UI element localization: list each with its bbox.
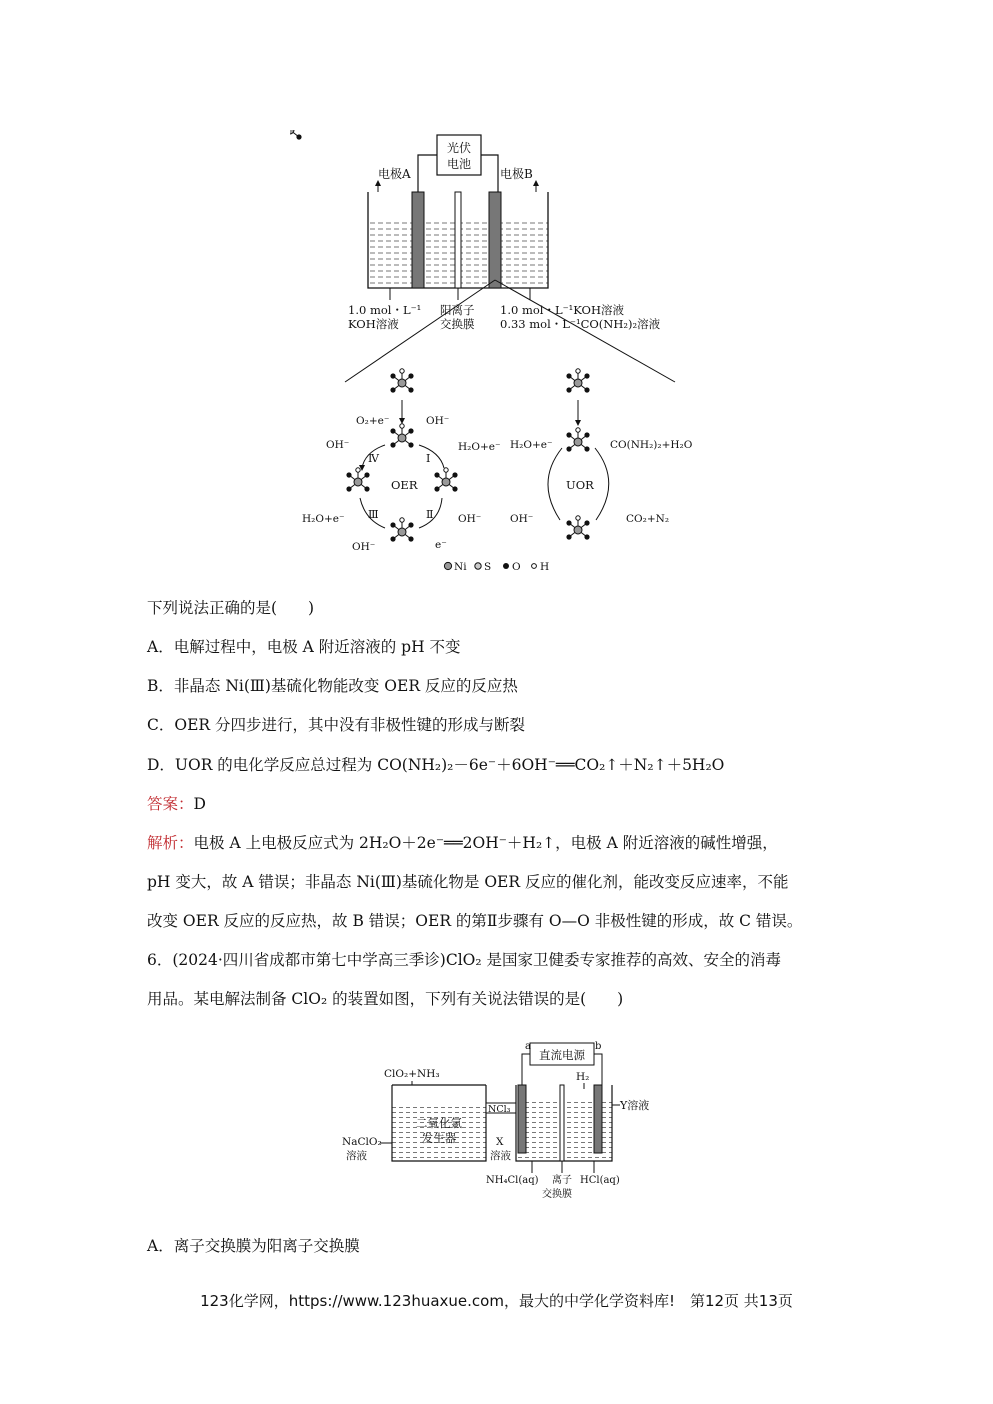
answer-label: 答案：	[147, 795, 194, 813]
q5-analysis-line-2: pH 变大，故 A 错误；非晶态 Ni(Ⅲ)基硫化物是 OER 反应的催化剂，能改变反应速率，不能	[147, 873, 789, 891]
label-oh-5: OH⁻	[510, 513, 534, 525]
electrode-b-label: 电极B	[500, 167, 533, 181]
membrane-label-1: 离子	[552, 1175, 572, 1186]
q6-stem-2: 用品。某电解法制备 ClO₂ 的装置如图，下列有关说法错误的是( )	[147, 990, 624, 1008]
catalyst-molecule	[290, 130, 302, 140]
q5-stem: 下列说法正确的是( )	[147, 599, 315, 617]
label-naclo2-1: NaClO₂	[342, 1136, 382, 1148]
legend	[444, 561, 549, 573]
electrode-a	[412, 192, 424, 288]
label-naclo2-2: 溶液	[346, 1150, 367, 1162]
membrane-label-1: 阳离子	[440, 303, 475, 317]
q5-answer	[147, 794, 847, 814]
step-3: Ⅲ	[368, 508, 379, 521]
label-y-solution: Y溶液	[620, 1099, 650, 1112]
label-x-2: 溶液	[490, 1150, 511, 1162]
label-o2-e: O₂+e⁻	[356, 415, 390, 427]
q5-option-b: B．非晶态 Ni(Ⅲ)基硫化物能改变 OER 反应的反应热	[147, 677, 518, 695]
power-label: 直流电源	[539, 1048, 585, 1062]
ion-exchange-membrane	[560, 1085, 564, 1161]
right-solution-1: 1.0 mol・L⁻¹KOH溶液	[500, 303, 625, 317]
left-solution-2: KOH溶液	[348, 317, 399, 331]
legend-o: O	[512, 561, 521, 573]
generator-label-1: 二氧化氯	[416, 1116, 462, 1130]
legend-s: S	[484, 561, 492, 573]
pv-label-1: 光伏	[446, 141, 472, 155]
label-oh-3: OH⁻	[458, 513, 482, 525]
page-footer: 123化学网，https://www.123huaxue.com，最大的中学化学资料库! 第12页 共13页	[200, 1292, 793, 1310]
label-oh-1: OH⁻	[326, 439, 350, 451]
label-h2o-e-2: H₂O+e⁻	[302, 513, 345, 525]
electrode-right	[594, 1085, 602, 1153]
q5-option-c: C．OER 分四步进行，其中没有非极性键的形成与断裂	[147, 716, 525, 734]
label-x-1: X	[496, 1136, 504, 1148]
oer-uor-diagram	[290, 130, 710, 580]
label-h2o-e-3: H₂O+e⁻	[510, 439, 553, 451]
generator-label-2: 发生器	[421, 1131, 457, 1145]
membrane-label-2: 交换膜	[440, 317, 475, 331]
left-solution-1: 1.0 mol・L⁻¹	[348, 303, 422, 317]
electrode-a-label: 电极A	[378, 167, 411, 181]
legend-h: H	[540, 561, 550, 573]
label-e-minus: e⁻	[435, 539, 447, 551]
cation-membrane	[455, 192, 461, 288]
pv-label-2: 电池	[446, 157, 472, 171]
clo2-electrolysis-diagram	[336, 1035, 666, 1207]
analysis-label: 解析：	[147, 834, 194, 852]
step-2: Ⅱ	[426, 508, 434, 521]
terminal-b: b	[595, 1041, 602, 1052]
label-oh-2: OH⁻	[426, 415, 450, 427]
label-clo2-nh3: ClO₂+NH₃	[384, 1068, 440, 1080]
q5-option-a: A．电解过程中，电极 A 附近溶液的 pH 不变	[147, 638, 461, 656]
label-urea-h2o: CO(NH₂)₂+H₂O	[610, 439, 693, 451]
electrode-b	[489, 192, 501, 288]
label-h2: H₂	[576, 1071, 590, 1083]
oer-label: OER	[391, 478, 418, 492]
legend-ni: Ni	[454, 561, 467, 573]
step-1: Ⅰ	[426, 452, 431, 465]
label-ncl3: NCl₃	[488, 1104, 511, 1115]
q6-option-a: A．离子交换膜为阳离子交换膜	[147, 1237, 360, 1255]
q5-analysis-line-3: 改变 OER 反应的反应热，故 B 错误；OER 的第Ⅱ步骤有 O—O 非极性键的形成，故 C 错误。	[147, 912, 803, 930]
label-oh-4: OH⁻	[352, 541, 376, 553]
label-hcl: HCl(aq)	[580, 1175, 620, 1186]
answer-value: D	[193, 795, 206, 813]
electrode-left	[518, 1085, 526, 1153]
uor-label: UOR	[566, 478, 594, 492]
terminal-a: a	[525, 1041, 531, 1052]
right-solution-2: 0.33 mol・L⁻¹CO(NH₂)₂溶液	[500, 317, 661, 331]
q6-stem-1: 6．(2024·四川省成都市第七中学高三季诊)ClO₂ 是国家卫健委专家推荐的高效、安全的消毒	[147, 951, 781, 969]
label-co2-n2: CO₂+N₂	[626, 513, 670, 525]
q5-option-d: D．UOR 的电化学反应总过程为 CO(NH₂)₂－6e⁻＋6OH⁻══CO₂↑＋N₂↑＋5H₂O	[147, 756, 725, 774]
label-nh4cl: NH₄Cl(aq)	[486, 1175, 539, 1186]
q5-analysis-line-1	[147, 833, 847, 853]
analysis-text-1: 电极 A 上电极反应式为 2H₂O＋2e⁻══2OH⁻＋H₂↑，电极 A 附近溶液的碱性增强，	[193, 834, 778, 852]
label-h2o-e-1: H₂O+e⁻	[458, 441, 501, 453]
membrane-label-2: 交换膜	[542, 1189, 572, 1200]
step-4: Ⅳ	[368, 452, 379, 465]
